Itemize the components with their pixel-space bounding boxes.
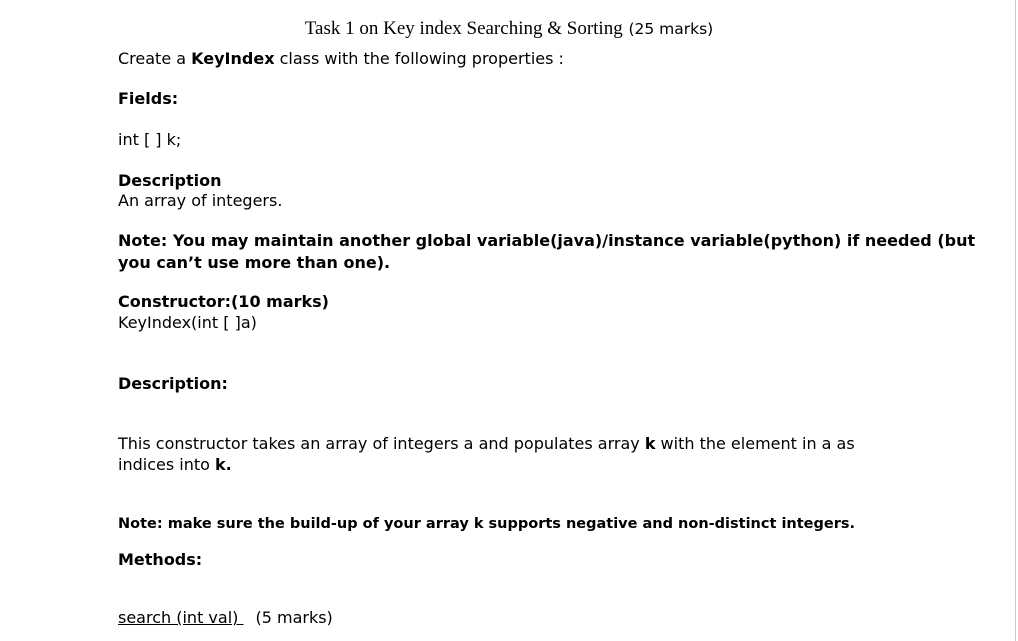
constructor-description-line-2	[118, 455, 232, 475]
intro-prefix: Create a	[118, 49, 192, 68]
constructor-text-k: k	[644, 434, 656, 453]
intro-suffix: class with the following properties :	[274, 49, 564, 68]
note-line-1: Note: You may maintain another global variable(java)/instance variable(python) if needed (but	[118, 231, 976, 250]
note-line-2: you can’t use more than one).	[118, 253, 391, 272]
constructor-heading: Constructor:(10 marks)	[118, 292, 329, 311]
constructor-signature: KeyIndex(int [ ]a)	[118, 313, 257, 332]
constructor-description-heading: Description:	[118, 374, 228, 393]
constructor-text-suffix: with the element in a as	[655, 434, 855, 453]
constructor-line2-k: k.	[214, 455, 232, 474]
methods-heading: Methods:	[118, 550, 203, 569]
fields-heading: Fields:	[118, 89, 179, 108]
constructor-text-prefix: This constructor takes an array of integers a and populates array	[118, 434, 645, 453]
constructor-description-line-1	[118, 434, 855, 454]
intro-class-name: KeyIndex	[191, 49, 275, 68]
page-edge-rule	[1015, 0, 1016, 641]
search-method-line	[118, 608, 333, 628]
note-2: Note: make sure the build-up of your array k supports negative and non-distinct integers.	[118, 516, 856, 532]
search-method-signature: search (int val)	[118, 608, 244, 627]
constructor-line2-prefix: indices into	[118, 455, 215, 474]
title-text: Task 1 on Key index Searching & Sorting	[304, 18, 623, 39]
search-method-marks: (5 marks)	[255, 608, 333, 627]
page-title	[0, 17, 1018, 41]
field-declaration: int [ ] k;	[118, 130, 182, 149]
field-description-heading: Description	[118, 171, 222, 190]
title-marks: (25 marks)	[628, 20, 714, 38]
intro-line	[118, 49, 564, 69]
field-description-text: An array of integers.	[118, 191, 283, 210]
